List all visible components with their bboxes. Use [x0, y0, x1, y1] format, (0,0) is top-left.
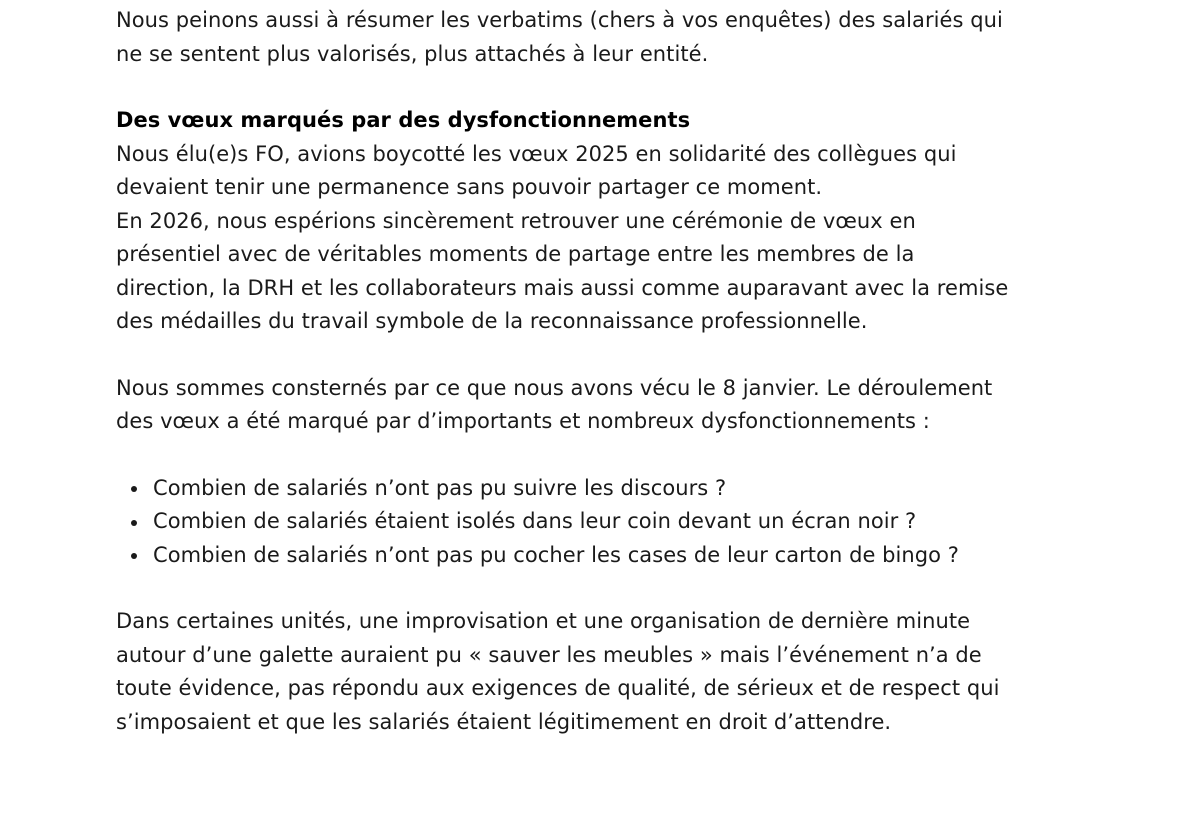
- paragraph-line: présentiel avec de véritables moments de partage entre les membres de la: [116, 242, 915, 266]
- paragraph-line: direction, la DRH et les collaborateurs mais aussi comme auparavant avec la remise: [116, 275, 1009, 300]
- intro-line: ne se sentent plus valorisés, plus attachés à leur entité.: [116, 41, 709, 66]
- list-item-text: Combien de salariés n’ont pas pu cocher les cases de leur carton de bingo ?: [153, 542, 959, 567]
- document-body: [116, 4, 1106, 739]
- paragraph-gap: [116, 339, 1106, 372]
- intro-line: Nous peinons aussi à résumer les verbatims (chers à vos enquêtes) des salariés qui: [116, 8, 1003, 32]
- section-dysfonctionnements: [116, 104, 1106, 739]
- bullet-icon: [131, 553, 137, 559]
- question-list: [116, 472, 1106, 573]
- paragraph-line: En 2026, nous espérions sincèrement retrouver une cérémonie de vœux en: [116, 208, 916, 233]
- bullet-icon: [131, 486, 137, 492]
- paragraph-line: Dans certaines unités, une improvisation et une organisation de dernière minute: [116, 609, 971, 633]
- paragraph-line: toute évidence, pas répondu aux exigences de qualité, de sérieux et de respect qui: [116, 676, 1000, 700]
- list-item-text: Combien de salariés n’ont pas pu suivre les discours ?: [153, 475, 727, 500]
- paragraph-boycott: [116, 138, 1106, 339]
- paragraph-line: des médailles du travail symbole de la reconnaissance professionnelle.: [116, 309, 868, 333]
- bullet-icon: [131, 520, 137, 526]
- paragraph-consternes: [116, 372, 1106, 439]
- paragraph-gap: [116, 71, 1106, 104]
- paragraph-line: Nous sommes consternés par ce que nous avons vécu le 8 janvier. Le déroulement: [116, 375, 993, 400]
- paragraph-gap: [116, 572, 1106, 605]
- paragraph-galette: [116, 605, 1106, 739]
- paragraph-line: s’imposaient et que les salariés étaient légitimement en droit d’attendre.: [116, 709, 892, 734]
- paragraph-line: devaient tenir une permanence sans pouvoir partager ce moment.: [116, 175, 823, 199]
- intro-paragraph: [116, 4, 1106, 71]
- paragraph-line: autour d’une galette auraient pu « sauver les meubles » mais l’événement n’a de: [116, 642, 982, 667]
- list-item: [116, 472, 1106, 506]
- list-item-text: Combien de salariés étaient isolés dans leur coin devant un écran noir ?: [153, 509, 917, 533]
- section-heading: Des vœux marqués par des dysfonctionnements: [116, 108, 691, 132]
- list-item: [116, 539, 1106, 573]
- list-item: [116, 505, 1106, 539]
- paragraph-line: Nous élu(e)s FO, avions boycotté les vœux 2025 en solidarité des collègues qui: [116, 141, 957, 166]
- paragraph-gap: [116, 439, 1106, 472]
- paragraph-line: des vœux a été marqué par d’importants et nombreux dysfonctionnements :: [116, 409, 930, 433]
